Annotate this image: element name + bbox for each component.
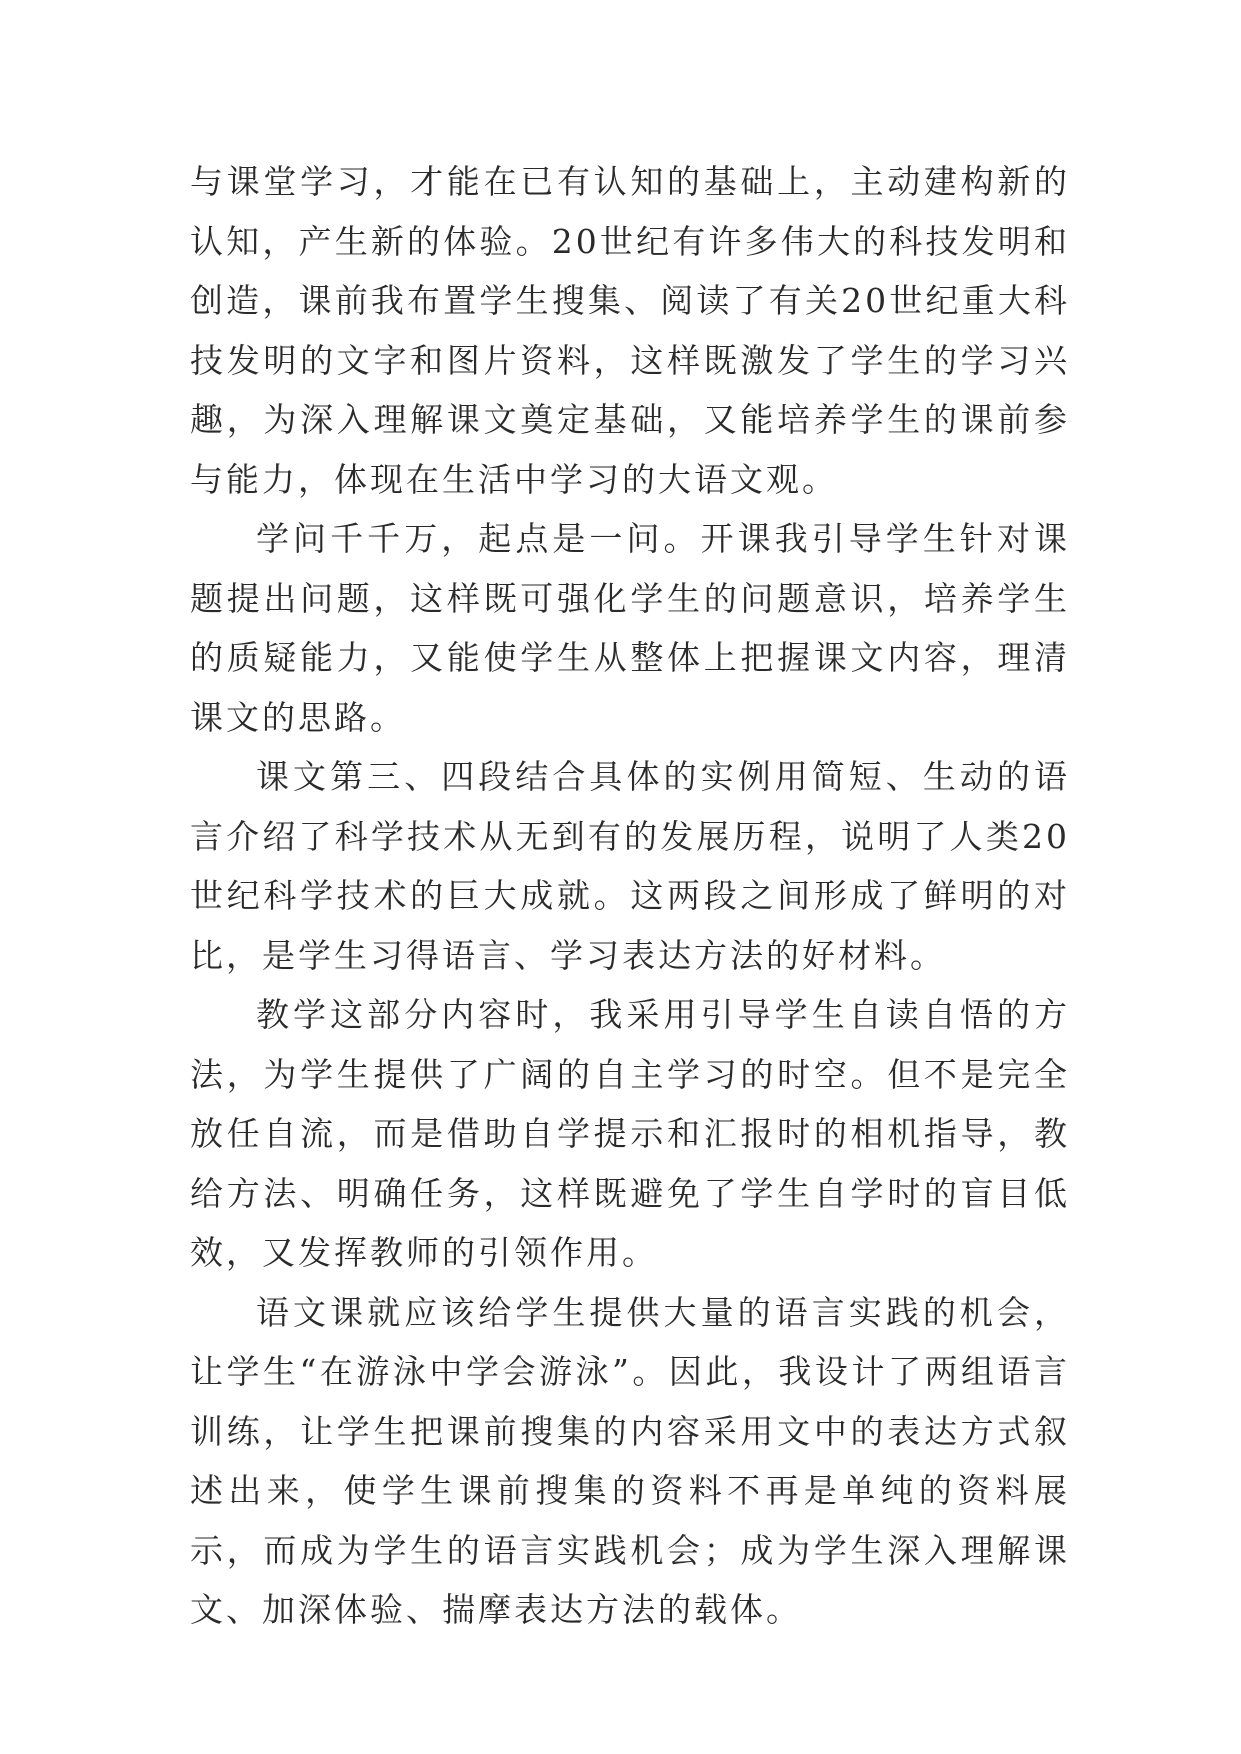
paragraph-continued: 与课堂学习，才能在已有认知的基础上，主动建构新的认知，产生新的体验。20世纪有许多伟大的科技发明和创造，课前我布置学生搜集、阅读了有关20世纪重大科技发明的文字和图片资料，这样既激发了学生的学习兴趣，为深入理解课文奠定基础，又能培养学生的课前参与能力，体现在生活中学习的大语文观。 bbox=[190, 162, 1070, 499]
document-body bbox=[190, 152, 1070, 1640]
paragraph: 课文第三、四段结合具体的实例用简短、生动的语言介绍了科学技术从无到有的发展历程，说明了人类20世纪科学技术的巨大成就。这两段之间形成了鲜明的对比，是学生习得语言、学习表达方法的好材料。 bbox=[190, 757, 1070, 975]
paragraph: 语文课就应该给学生提供大量的语言实践的机会，让学生“在游泳中学会游泳”。因此，我设计了两组语言训练，让学生把课前搜集的内容采用文中的表达方式叙述出来，使学生课前搜集的资料不再是单纯的资料展示，而成为学生的语言实践机会；成为学生深入理解课文、加深体验、揣摩表达方法的载体。 bbox=[190, 1292, 1070, 1629]
paragraph: 学问千千万，起点是一问。开课我引导学生针对课题提出问题，这样既可强化学生的问题意识，培养学生的质疑能力，又能使学生从整体上把握课文内容，理清课文的思路。 bbox=[190, 519, 1070, 737]
paragraph: 教学这部分内容时，我采用引导学生自读自悟的方法，为学生提供了广阔的自主学习的时空。但不是完全放任自流，而是借助自学提示和汇报时的相机指导，教给方法、明确任务，这样既避免了学生自学时的盲目低效，又发挥教师的引领作用。 bbox=[190, 995, 1070, 1272]
